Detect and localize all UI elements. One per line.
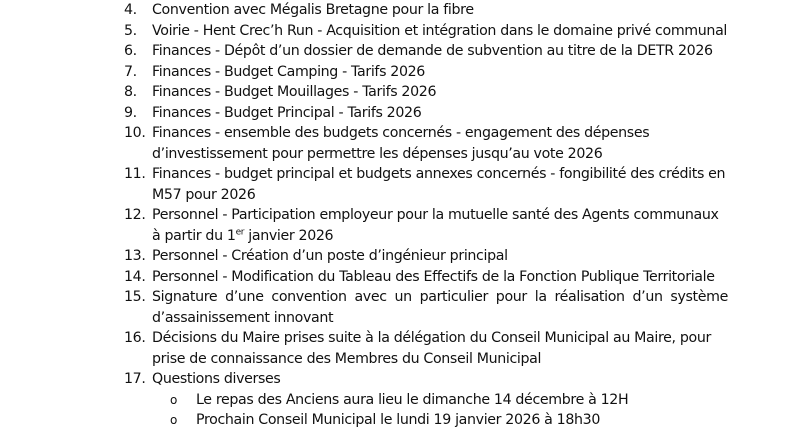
item-text: Personnel - Modification du Tableau des Effectifs de la Fonction Publique Territoriale (152, 268, 715, 285)
sub-bullet-text: Prochain Conseil Municipal le lundi 19 janvier 2026 à 18h30 (196, 412, 601, 428)
agenda-item-15 (0, 287, 800, 328)
item-number: 5. (124, 22, 137, 39)
agenda-item-9 (0, 103, 800, 124)
sub-bullet-item (0, 410, 800, 431)
agenda-item-12 (0, 205, 800, 246)
item-text (152, 205, 728, 246)
sub-bullet-item (0, 390, 800, 411)
item-text: Convention avec Mégalis Bretagne pour la fibre (152, 2, 474, 18)
item-number: 17. (124, 371, 146, 387)
item-number: 13. (124, 248, 146, 264)
item-number: 11. (124, 166, 146, 182)
item-number: 15. (124, 289, 146, 305)
item-text-end: janvier 2026 (244, 227, 334, 244)
item-text-start: Personnel - Participation employeur pour la mutuelle santé des Agents communaux à partir du 1 (152, 207, 719, 244)
agenda-item-10 (0, 123, 800, 164)
agenda-item-13 (0, 246, 800, 267)
sub-bullet-text: Le repas des Anciens aura lieu le dimanche 14 décembre à 12H (196, 391, 629, 408)
agenda-item-7 (0, 62, 800, 83)
item-text: Signature d’une convention avec un particulier pour la réalisation d’un système d’assainissement innovant (152, 289, 728, 326)
item-number: 12. (124, 207, 146, 223)
agenda-item-6 (0, 41, 800, 62)
agenda-item-17 (0, 369, 800, 390)
item-number: 14. (124, 268, 146, 285)
agenda-item-14 (0, 267, 800, 288)
hollow-bullet-icon: o (170, 413, 177, 427)
agenda-item-4 (0, 0, 800, 21)
item-text: Voirie - Hent Crec’h Run - Acquisition et intégration dans le domaine privé communal (152, 22, 728, 39)
item-text: Finances - Budget Camping - Tarifs 2026 (152, 63, 425, 80)
item-text: Finances - Budget Mouillages - Tarifs 2026 (152, 84, 437, 100)
item-text: Finances - Dépôt d’un dossier de demande de subvention au titre de la DETR 2026 (152, 43, 713, 59)
agenda-item-11 (0, 164, 800, 205)
item-number: 6. (124, 43, 137, 59)
agenda-item-16 (0, 328, 800, 369)
ordinal-superscript: er (235, 226, 245, 237)
item-text: Questions diverses (152, 371, 281, 387)
item-number: 4. (124, 2, 137, 18)
item-text: Finances - ensemble des budgets concernés - engagement des dépenses d’investissement pour permettre les dépenses jusqu’au vote 2026 (152, 125, 650, 162)
item-number: 16. (124, 330, 146, 346)
item-number: 8. (124, 84, 137, 100)
agenda-item-8 (0, 82, 800, 103)
item-text: Personnel - Création d’un poste d’ingénieur principal (152, 248, 508, 264)
hollow-bullet-icon: o (170, 392, 177, 407)
item-text: Finances - Budget Principal - Tarifs 2026 (152, 104, 422, 121)
item-text: Décisions du Maire prises suite à la délégation du Conseil Municipal au Maire, pour prise de connaissance des Membres du Conseil Municipal (152, 330, 711, 367)
item-text: Finances - budget principal et budgets annexes concernés - fongibilité des crédits en M57 pour 2026 (152, 166, 726, 203)
agenda-item-5 (0, 21, 800, 42)
item-number: 10. (124, 125, 146, 141)
item-number: 9. (124, 104, 137, 121)
item-number: 7. (124, 63, 137, 80)
